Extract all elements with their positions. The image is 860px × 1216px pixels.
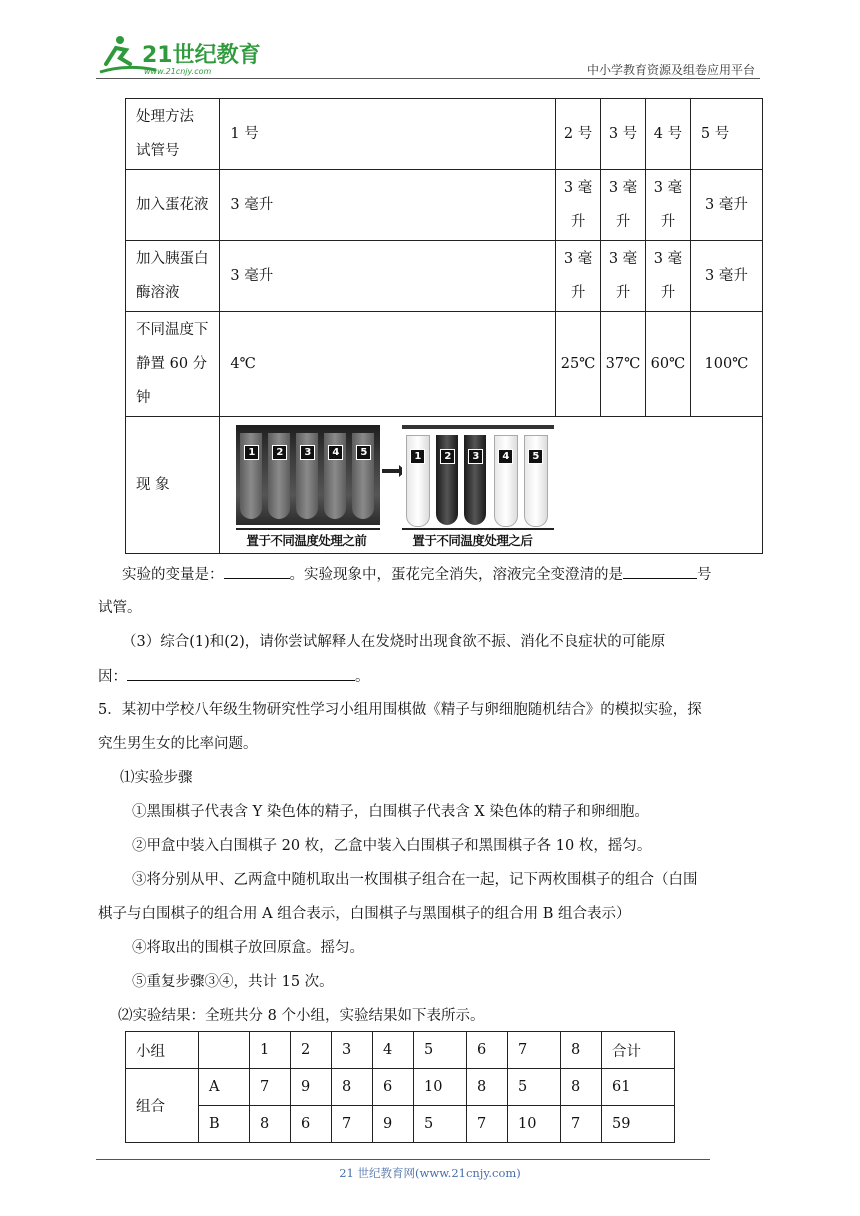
table-cell: 5 [508, 1069, 561, 1106]
table-cell: 8 [250, 1106, 291, 1143]
table-header-cell: 2 [291, 1032, 332, 1069]
table-cell: 3 毫升 [601, 170, 646, 241]
question-line: 试管。 [98, 600, 142, 616]
question-5-line: 5．某初中学校八年级生物研究性学习小组用围棋做《精子与卵细胞随机结合》的模拟实验，探 [98, 702, 702, 718]
question-3-line: （3）综合(1)和(2)，请你尝试解释人在发烧时出现食欲不振、消化不良症状的可能原 [122, 634, 666, 650]
answer-blank [224, 564, 290, 579]
table-header-cell: 1 [250, 1032, 291, 1069]
table-cell: 3 毫升 [690, 170, 762, 241]
tube-number-label: 5 [528, 449, 543, 464]
table-row [126, 312, 763, 417]
tube-number-label: 2 [272, 445, 287, 460]
table-cell: 2 号 [556, 99, 601, 170]
result-table [125, 1031, 675, 1143]
step-item: ⑤重复步骤③④，共计 15 次。 [132, 974, 334, 990]
tube-number-label: 4 [498, 449, 513, 464]
tube-number-label: 1 [410, 449, 425, 464]
photo-after-panel [402, 425, 554, 529]
svg-text:21世纪教育: 21世纪教育 [142, 43, 261, 68]
photo-before-panel [236, 425, 380, 525]
tube-number-label: 3 [468, 449, 483, 464]
footer-link[interactable]: 21 世纪教育网(www.21cnjy.com) [339, 1166, 521, 1180]
phenomenon-photo-cell [220, 417, 763, 554]
table-cell: 9 [373, 1106, 414, 1143]
answer-blank [623, 564, 697, 579]
table-header-cell: 合计 [602, 1032, 675, 1069]
table-row [126, 1069, 675, 1106]
table-cell: 6 [373, 1069, 414, 1106]
table-cell: 8 [467, 1069, 508, 1106]
table-header-cell: 5 [414, 1032, 467, 1069]
table-cell: 3 毫升 [645, 170, 690, 241]
tube-number-label: 1 [244, 445, 259, 460]
table-header-cell: 处理方法 试管号 [126, 99, 220, 170]
table-cell: 5 号 [690, 99, 762, 170]
experiment-table [125, 98, 763, 554]
table-cell: 100℃ [690, 312, 762, 417]
table-header-cell: 8 [561, 1032, 602, 1069]
table-row [126, 241, 763, 312]
table-cell: 10 [414, 1069, 467, 1106]
table-row [126, 170, 763, 241]
table-cell: 59 [602, 1106, 675, 1143]
header-platform-name: 中小学教育资源及组卷应用平台 [586, 63, 755, 77]
table-cell: 25℃ [556, 312, 601, 417]
step-item: ①黑围棋子代表含 Y 染色体的精子，白围棋子代表含 X 染色体的精子和卵细胞。 [132, 804, 649, 820]
table-cell: 3 毫升 [601, 241, 646, 312]
table-cell: 7 [467, 1106, 508, 1143]
tube-number-label: 5 [356, 445, 371, 460]
table-row [126, 99, 763, 170]
step-item: ②甲盒中装入白围棋子 20 枚，乙盒中装入白围棋子和黑围棋子各 10 枚，摇匀。 [132, 838, 652, 854]
table-cell: A [199, 1069, 250, 1106]
table-cell: 7 [332, 1106, 373, 1143]
table-row [126, 1032, 675, 1069]
table-cell: 3 毫升 [556, 241, 601, 312]
question-3-line: 因： 。 [98, 666, 370, 687]
table-cell: 37℃ [601, 312, 646, 417]
steps-title: ⑴实验步骤 [120, 770, 193, 786]
answer-blank [127, 666, 355, 681]
table-header-cell: 6 [467, 1032, 508, 1069]
svg-text:www.21cnjy.com: www.21cnjy.com [144, 67, 212, 76]
table-cell: 6 [291, 1106, 332, 1143]
table-cell: 1 号 [220, 99, 556, 170]
table-cell: 3 毫升 [220, 170, 556, 241]
table-cell: 3 毫升 [690, 241, 762, 312]
photo-caption-after: 置于不同温度处理之后 [412, 533, 533, 548]
table-row-label: 加入蛋花液 [126, 170, 220, 241]
header-divider [96, 78, 760, 79]
table-cell: 5 [414, 1106, 467, 1143]
step-item: ④将取出的围棋子放回原盒。摇匀。 [132, 940, 364, 956]
step-item: 棋子与白围棋子的组合用 A 组合表示，白围棋子与黑围棋子的组合用 B 组合表示） [98, 906, 631, 922]
tube-number-label: 3 [300, 445, 315, 460]
table-header-cell: 7 [508, 1032, 561, 1069]
test-tube-photo [232, 421, 558, 551]
table-header-cell: 小组 [126, 1032, 199, 1069]
table-row [126, 417, 763, 554]
photo-caption-before: 置于不同温度处理之前 [246, 533, 367, 548]
table-row-label: 现 象 [126, 417, 220, 554]
arrow-right-icon [382, 469, 400, 473]
table-header-cell: 4 [373, 1032, 414, 1069]
table-cell: 9 [291, 1069, 332, 1106]
table-cell: 61 [602, 1069, 675, 1106]
table-cell: 10 [508, 1106, 561, 1143]
table-cell: B [199, 1106, 250, 1143]
table-cell: 3 号 [601, 99, 646, 170]
table-cell: 7 [250, 1069, 291, 1106]
table-cell: 4 号 [645, 99, 690, 170]
table-row-label: 加入胰蛋白酶溶液 [126, 241, 220, 312]
table-cell: 3 毫升 [556, 170, 601, 241]
result-title: ⑵实验结果：全班共分 8 个小组，实验结果如下表所示。 [118, 1008, 485, 1024]
table-cell: 7 [561, 1106, 602, 1143]
site-logo [96, 34, 266, 78]
table-row-label: 不同温度下静置 60 分钟 [126, 312, 220, 417]
table-header-cell [199, 1032, 250, 1069]
tube-number-label: 2 [440, 449, 455, 464]
table-row [126, 1106, 675, 1143]
table-cell: 60℃ [645, 312, 690, 417]
table-cell: 8 [561, 1069, 602, 1106]
question-line: 实验的变量是： 。实验现象中，蛋花完全消失，溶液完全变澄清的是 号 [122, 564, 712, 585]
table-cell: 3 毫升 [220, 241, 556, 312]
footer-divider [96, 1159, 710, 1160]
question-5-line: 究生男生女的比率问题。 [98, 736, 258, 752]
table-cell: 8 [332, 1069, 373, 1106]
table-cell: 3 毫升 [645, 241, 690, 312]
step-item: ③将分别从甲、乙两盒中随机取出一枚围棋子组合在一起，记下两枚围棋子的组合（白围 [132, 872, 698, 888]
table-cell: 4℃ [220, 312, 556, 417]
table-row-label: 组合 [126, 1069, 199, 1143]
tube-number-label: 4 [328, 445, 343, 460]
table-header-cell: 3 [332, 1032, 373, 1069]
